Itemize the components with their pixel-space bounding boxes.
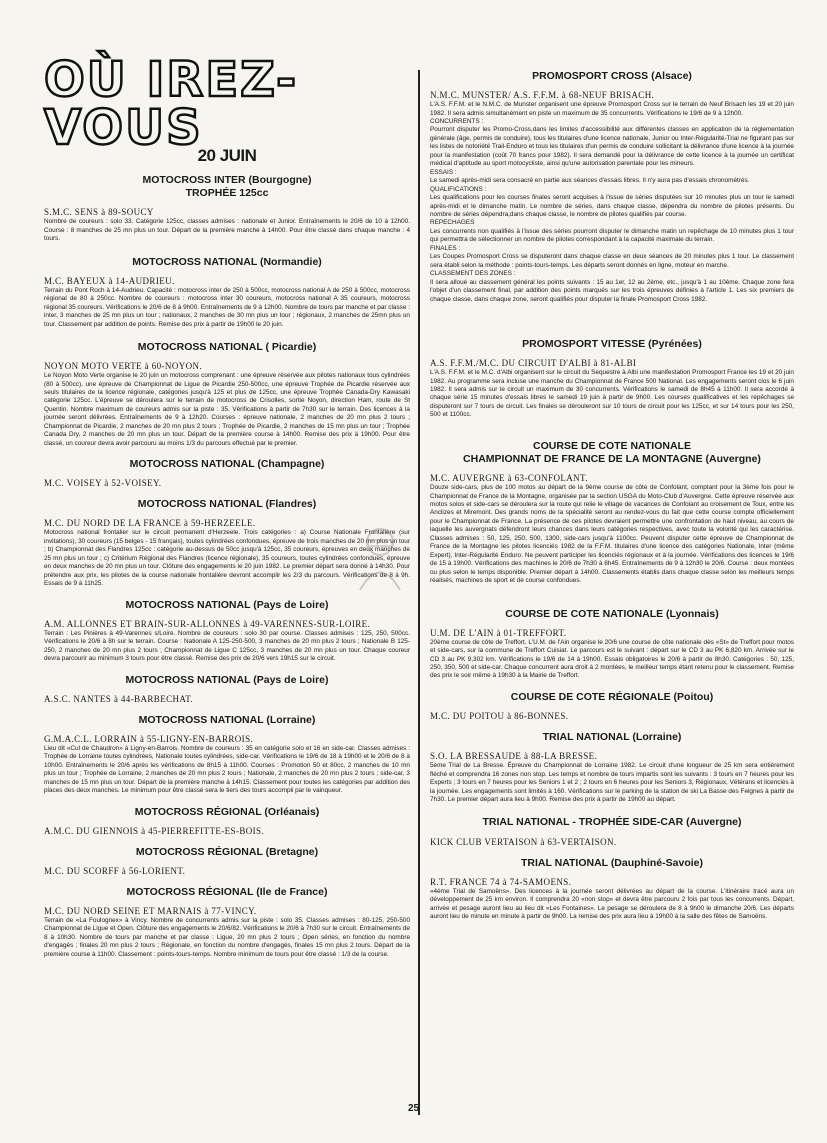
section-title: COURSE DE COTE NATIONALE (533, 439, 691, 452)
section-title: MOTOCROSS RÉGIONAL (Orléanais) (134, 805, 320, 818)
right-column (430, 70, 794, 932)
event-section (44, 714, 410, 796)
column-divider (418, 70, 420, 1115)
event-section (430, 816, 794, 846)
event-section (44, 886, 410, 959)
organizer: A.S.C. NANTES à 44-BARBECHAT. (44, 693, 194, 704)
block-label: FINALES : (430, 244, 461, 252)
organizer: KICK CLUB VERTAISON à 63-VERTAISON. (430, 836, 617, 847)
section-title: COURSE DE COTE RÉGIONALE (Poitou) (510, 690, 714, 703)
section-title: TRIAL NATIONAL (Lorraine) (542, 731, 682, 744)
event-section (44, 341, 410, 448)
block-text: Les concurrents non qualifiés à l'issue des séries pourront disputer le dimanche matin un repêchage de 10 minutes plus 1 tour qui permettra de sélectionner un nombre de pilotes correspondant à la capacité maximale du terrain. (430, 227, 794, 244)
block-text: L'A.S. F.F.M. et le N.M.C. de Munster organisent une épreuve Promosport Cross sur le terrain de Neuf Brisach les 19 et 20 juin 1982. Il sera admis simultanément en piste un maximum de 35 concurrents. Vérifications le 19/6 de 9 à 12h00. (430, 101, 794, 117)
event-details: Douze side-cars, plus de 100 motos au départ de la 9ème course de côte de Confolant, comptant pour la 3ème fois pour le Championnat de France de la Montagne, organisée par la section USGA du Moto-Club d'Auvergne. Cette épreuve réservée aux motos solos et side-cars se déroulera sur la route qui relie le village de vacances de Confolant au croisement de Toux, entre les Anclizes et Miremont. Des grands noms de la spécialité seront au rendez-vous du fait que cette course compte officiellement pour le Championnat de France. La présence de ces pilotes devraient permettre une confrontation de haut niveau, au cours de laquelle les auvergnats défendront leurs chances dans leurs catégories respectives, avec toute la volonté qui les caractérise. Classes admises : 50, 125, 250, 500, 1300, side-cars jusqu'à 1100cc. Peuvent disputer cette épreuve de Championnat de France de la Montagne les pilotes licenciés 1982 de la F.F.M. titulaires d'une licence des catégories Nationale, Inter (même Expert), Inter-Régularité Enduro. Ne peuvent participer les licenciés régionaux et à la journée. Vérifications des licences le 19/6 de 15 à 19h00. Vérifications des machines le 20/6 de 7h30 à 8h45. Entraînements de 9 à 12h30 le 20/6. Course : deux montées ou plus selon le temps disponible. Premier départ à 14h00. Classements établis dans chaque classe selon les meilleurs temps réalisés, machines de sport et de course confondues. (430, 484, 794, 585)
section-body (430, 101, 794, 304)
section-title: TRIAL NATIONAL (Dauphiné-Savoie) (520, 856, 703, 869)
event-date: 20 JUIN (197, 146, 257, 165)
section-title: MOTOCROSS NATIONAL (Lorraine) (138, 713, 316, 726)
section-title: PROMOSPORT CROSS (Alsace) (532, 70, 692, 82)
organizer: M.C. AUVERGNE à 63-CONFOLANT. (430, 473, 588, 484)
section-title: MOTOCROSS RÉGIONAL (Bretagne) (135, 845, 319, 858)
organizer: M.C. DU NORD DE LA FRANCE à 59-HERZEELE. (44, 518, 256, 529)
block-text: Le samedi après-midi sera consacré en partie aux séances d'essais libres. Il n'y aura pas d'essais chronométrés. (430, 177, 750, 185)
section-title: MOTOCROSS NATIONAL (Flandres) (137, 498, 317, 511)
organizer: N.M.C. MUNSTER/ A.S. F.F.M. à 68-NEUF BRISACH. (430, 90, 655, 101)
event-section (44, 674, 410, 704)
event-details: Motocross national frontalier sur le circuit permanent d'Herzeele. Trois catégories : a) Course Nationale Frontalière (sur invitations), 30 coureurs (15 belges - 15 français), toutes cylindrées confondues, épreuve de trois manches de 20 mn plus un tour ; b) Championnat des Flandres 125cc : catégorie au-dessus de 50cc jusqu'à 125cc, 35 coureurs, épreuves en deux manches de 25 mn plus un tour ; c) Critérium Régional des Flandres (licence régionale), 35 coureurs, toutes cylindrées confondues, épreuve en deux manches de 20 mn plus un tour. Clôture des engagements le 20 juin 1982. Le premier départ sera donné à 14h30. Pour prétendre aux prix, les pilotes de la course nationale frontalière devront accomplir les 2/3 du parcours. Vérifications de 8 à 9h. Essais de 9 à 11h25. (44, 529, 410, 588)
section-subtitle: CHAMPIONNAT DE FRANCE DE LA MONTAGNE (Auvergne) (463, 452, 761, 465)
organizer: M.C. DU POITOU à 86-BONNES. (430, 711, 569, 722)
organizer: R.T. FRANCE 74 à 74-SAMOENS. (430, 876, 572, 887)
organizer: U.M. DE L'AIN à 01-TREFFORT. (430, 627, 567, 638)
event-details: Terrain : Les Pinières à 49-Varennes s/Loire. Nombre de coureurs : solo 30 par course. Classes admises : 125, 250, 500cc. Vérifications le 20/6 à 8h sur le terrain. Course : Nationale A 125-250-500, 3 manches de 20 mn plus 2 tours ; Nationale B 125-250, 2 manches de 20 mn plus 2 tours ; Championnat de Ligue C 125cc, 3 manches de 20 mn plus un tour. Chaque coureur devra parcourir au minimum 3 tours pour être classé. Remise des prix de 20/6 vers 19h15 sur le circuit. (44, 629, 410, 663)
event-details: 20ème course de côte de Treffort. L'U.M. de l'Ain organise le 20/6 une course de côte nationale dès «St» de Treffort pour motos et side-cars, sur la commune de Treffort Cuisiat. Le parcours est le suivant : départ sur le CD 3 au PK 6,820 km. Arrivée sur le CD 3 au PK 9,302 km. Vérifications le 19/6 de 14 à 19h00. Essais obligatoires le 20/6 à partir de 8h30. Catégories : 50, 125, 250, 350, 500 et side-car. Chaque concurrent aura droit à 2 montées, le meilleur temps étant retenu pour le classement. Remise des prix le soir même à 19h30 à la Mairie de Treffort. (430, 638, 794, 680)
block-label: CLASSEMENT DES ZONES : (430, 270, 516, 278)
event-section (44, 806, 410, 836)
organizer: M.C. DU SCORFF à 56-LORIENT. (44, 865, 186, 876)
block-label: QUALIFICATIONS : (430, 185, 487, 193)
event-section (44, 599, 410, 664)
organizer: A.M. ALLONNES ET BRAIN-SUR-ALLONNES à 49-VARENNES-SUR-LOIRE. (44, 618, 371, 629)
event-section (44, 458, 410, 488)
portrait-watermark (350, 520, 420, 592)
section-title: MOTOCROSS NATIONAL ( Picardie) (137, 341, 317, 353)
event-section (430, 731, 794, 804)
block-label: REPECHAGES (430, 219, 475, 227)
event-details: Nombre de coureurs : solo 33. Catégorie 125cc, classes admises : nationale et Junior. Entraînements le 20/6 de 10 à 12h00. Course : 8 manches de 25 mn plus un tour. Départ de la première manche à 14h00. Pour être classé dans chaque manche : 4 tours. (44, 218, 410, 243)
section-title: PROMOSPORT VITESSE (Pyrénées) (522, 338, 702, 350)
event-section (44, 846, 410, 876)
event-section (44, 174, 410, 244)
section-title: TRIAL NATIONAL - TROPHÉE SIDE-CAR (Auvergne) (482, 816, 742, 829)
event-details: «4ème Trial de Samoëns». Des licences à la journée seront délivrées au départ de la course. L'itinéraire tracé aura un développement de 25 km environ. Il comprendra 20 «non stop» et devra être parcouru 2 fois par tous les concurrents. Départ, arrivée et pesage auront lieu au lieu dit «Les Fontaines». Le pesage se déroulera de 8 à 9h00 le dimanche 20/6. Les départs auront lieu de minute en minute à partir de 9h00. La remise des prix aura lieu à 19h00 à la salle des fêtes de Samoëns. (430, 887, 794, 921)
event-details: Lieu dit «Cul de Chaudron» à Ligny-en-Barrois. Nombre de coureurs : 35 en catégorie solo et 16 en side-car. Classes admises : Trophée de Lorraine toutes cylindrées, Nationale toutes cylindrées, side-car. Vérifications le 19/6 de 18 à 19h00 et le 20/6 de 8 à 10h00. Entraînements le 20/6 après les vérifications de 8h15 à 11h00. Courses : Promotion 50 et 80cc, 2 manches de 10 mn plus un tour ; Trophée de Lorraine, 2 manches de 20 mn plus 2 tours ; Nationale, 2 manches de 20 mn plus 2 tours ; side-car, 3 manches de 15 mn plus un tour. Départ de la première manche à 14h15. Classement pour toutes les catégories par addition des places des deux manches. Le minimum pour être classé sera le tiers des tours accompli par le vainqueur. (44, 744, 410, 795)
event-section (430, 691, 794, 721)
event-details: Terrain de «La Foulognex» à Vincy. Nombre de concurrents admis sur la piste : solo 35. Classes admises : 80-125, 250-500 Championnat de Ligue et Open. Clôture des engagements le 20/6/82. Vérifications le 20/6 à 7h30 sur le circuit. Entraînements de 8 à 10h30. Nombre de tours par manche et par classe : Ligue, 20 mn plus 2 tours ; Open séries, en fonction du nombre d'engagés ; finales 20 mn plus 2 tours ; Régionale, en fonction du nombre d'engagés, finales 15 mn plus 2 tours. Départ de la première course à 11h00. Classement : points-tours-temps. Nombre minimum de tours pour être classé : 1/3 de la course. (44, 916, 410, 958)
organizer: S.M.C. SENS à 89-SOUCY (44, 207, 154, 218)
block-text: Il sera alloué au classement général les points suivants : 15 au 1er, 12 au 2ème, etc., jusqu'à 1 au 10ème. Chaque zone fera l'objet d'un classement final, par addition des points marqués sur les trois épreuves définies à l'article 1. Les six premiers de chaque classe, dans chaque zone, seront qualifiés pour disputer la finale Promosport Cross 1982. (430, 278, 794, 303)
block-text: Pourront disputer les Promo-Cross,dans les limites d'accessibilité aux différentes classes en application de la réglementation générale (âge, permis de conduire), tous les titulaires d'une licence nationale, Junior ou Inter-Régularité-Trial ne figurant pas sur les listes de notoriété Trail-Enduro et tous les titulaires d'un permis de conduire sollicitant la délivrance d'une licence à la journée pour la manifestation (coût 70 francs pour 1982). Il sera demandé pour la délivrance de cette licence à la journée un certificat médical d'aptitude au sport motocycliste, ainsi qu'une autorisation parentale pour les mineurs. (430, 126, 794, 168)
organizer: A.S. F.F.M./M.C. DU CIRCUIT D'ALBI à 81-ALBI (430, 358, 637, 369)
block-text: Les qualifications pour les courses finales seront acquises à l'issue de séries disputées sur 10 minutes plus un tour le samedi après-midi et le dimanche matin. Le nombre de séries, dans chaque classe, dépendra du nombre de pilotes présents. Du nombre de séries dépendra,dans chaque classe, le nombre de pilotes qualifiés par course. (430, 194, 794, 219)
block-text: Les Coupes Promosport Cross se disputeront dans chaque classe en deux séances de 20 minutes plus 1 tour. Le classement sera établi selon la méthode : points-tours-temps. Les départs seront donnés en ligne, moteur en marche. (430, 253, 794, 269)
event-details: Le Noyon Moto Verte organise le 20 juin un motocross comprenant : une épreuve réservée aux pilotes nationaux tous cylindrées (80 à 500cc), une épreuve de Championnat de Ligue de Picardie 250-500cc, une épreuve Trophée de Picardie réservée aux seuls titulaires de la licence régionale, catégories jusqu'à 125 et plus de 125cc, une épreuve Trophée Canada-Dry Kawasaki catégorie 125cc. L'épreuve se déroulera sur le terrain de motocross de Crisolles, sortie Noyon, direction Ham, route de St Quentin. Nombre maximum de coureurs admis sur la piste : 35. Vérifications à partir de 7h30 sur le terrain. Des licences à la journée seront délivrées. Entraînements de 9 à 12h20. Courses : épreuve nationale, 2 manches de 20 mn plus 2 tours ; Championnat de Picardie, 2 manches de 20 mn plus 2 tours ; Trophée de Picardie, 2 manches de 15 mn plus un tour ; Trophée Canada Dry, 2 manches de 20 mn plus un tour. Départ de la première course à 14h00. Remise des prix à 19h00. Pour être classé, un coureur devra avoir parcouru au moins 1/3 du parcours effectué par le premier. (44, 372, 410, 447)
organizer: M.C. VOISEY à 52-VOISEY. (44, 478, 162, 489)
event-section (430, 857, 794, 922)
organizer: NOYON MOTO VERTE à 60-NOYON. (44, 361, 203, 372)
organizer: M.C. BAYEUX à 14-AUDRIEU. (44, 275, 175, 286)
section-title: MOTOCROSS NATIONAL (Champagne) (129, 458, 325, 471)
event-details: Terrain du Pont Roch à 14-Audrieu. Capacité : motocross inter de 250 à 500cc, motocross national A de 250 à 500cc, motocross régional de 80 à 250cc. Nombre de coureurs : motocross inter 30 coureurs, motocross national A 35 coureurs, motocross régional 35 coureurs. Vérifications le 20/6 de 8 à 9h00. Entraînements de 9 à 12h00. Nombre de tours par manche et par classe : inter, 3 manches de 25 mn plus un tour ; nationaux, 2 manches de 30 mn plus un tour ; régionaux, 2 manches de 25mn plus un tour. Classement par addition de points. Remise des prix à partir de 19h00 le 20 juin. (44, 286, 410, 328)
organizer: G.M.A.C.L. LORRAIN à 55-LIGNY-EN-BARROIS. (44, 733, 254, 744)
section-subtitle: TROPHÉE 125cc (185, 187, 269, 200)
event-section (430, 440, 794, 586)
section-title: MOTOCROSS NATIONAL (Pays de Loire) (125, 673, 329, 686)
section-title: COURSE DE COTE NATIONALE (Lyonnais) (505, 607, 719, 620)
organizer: M.C. DU NORD SEINE ET MARNAIS à 77-VINCY. (44, 905, 257, 916)
masthead-title: OÙ IREZ-VOUS (44, 52, 298, 156)
section-title: MOTOCROSS RÉGIONAL (Ile de France) (126, 885, 328, 898)
event-section (430, 608, 794, 681)
section-title: MOTOCROSS INTER (Bourgogne) (142, 174, 312, 186)
promosport-cross-section (430, 70, 794, 304)
block-label: ESSAIS : (430, 168, 457, 176)
section-title: MOTOCROSS NATIONAL (Pays de Loire) (125, 598, 329, 611)
page-number: 25 (407, 1103, 420, 1114)
event-section (430, 338, 794, 420)
right-event-list (430, 338, 794, 922)
event-details: 5ème Trial de La Bresse. Épreuve du Championnat de Lorraine 1982. Le circuit d'une longueur de 25 km sera entièrement fléché et comprendra 16 zones non stop. Les temps et nombre de tours impartis sont les suivants : 3 tours en 7 heures pour les Experts ; 3 tours en 7 heures pour les Seniors 1 et 2 ; 2 tours en 6 heures pour les Seniors 3, Régionaux, Vétérans et licenciés à la journée. Les engagements sont limités à 160. Vérifications sur le parking de la station de ski La Basse des Feignes à partir de 7h30. Le premier départ aura lieu à 9h00. Remise des prix à partir de 19h00 au départ. (430, 762, 794, 803)
section-title: MOTOCROSS NATIONAL (Normandie) (132, 255, 322, 268)
organizer: S.O. LA BRESSAUDE à 88-LA BRESSE. (430, 751, 598, 762)
event-section (44, 256, 410, 329)
organizer: A.M.C. DU GIENNOIS à 45-PIERREFITTE-ES-BOIS. (44, 825, 265, 836)
event-details: L'A.S. F.F.M. et le M.C. d'Albi organisent sur le circuit du Sequestre à Albi une manifestation Promosport France les 19 et 20 juin 1982. Au programme sera incluse une manche du Championnat de France 500 National. Les engagements seront clos le 6 juin 1982. Il sera admis sur le circuit un maximum de 30 concurrents. Vérifications le samedi de 8h45 à 11h00. Il sera accordé à chaque série 15 minutes d'essais libres le samedi 19 juin à partir de 9h00. Les courses qualificatives et les repêchages se disputeront sur 7 tours de circuit. Les finales se dérouleront sur 10 tours de circuit pour les 125cc, et sur 14 tours pour les 250, 500 et 1100cc. (430, 369, 794, 419)
block-label: CONCURRENTS : (430, 118, 484, 126)
